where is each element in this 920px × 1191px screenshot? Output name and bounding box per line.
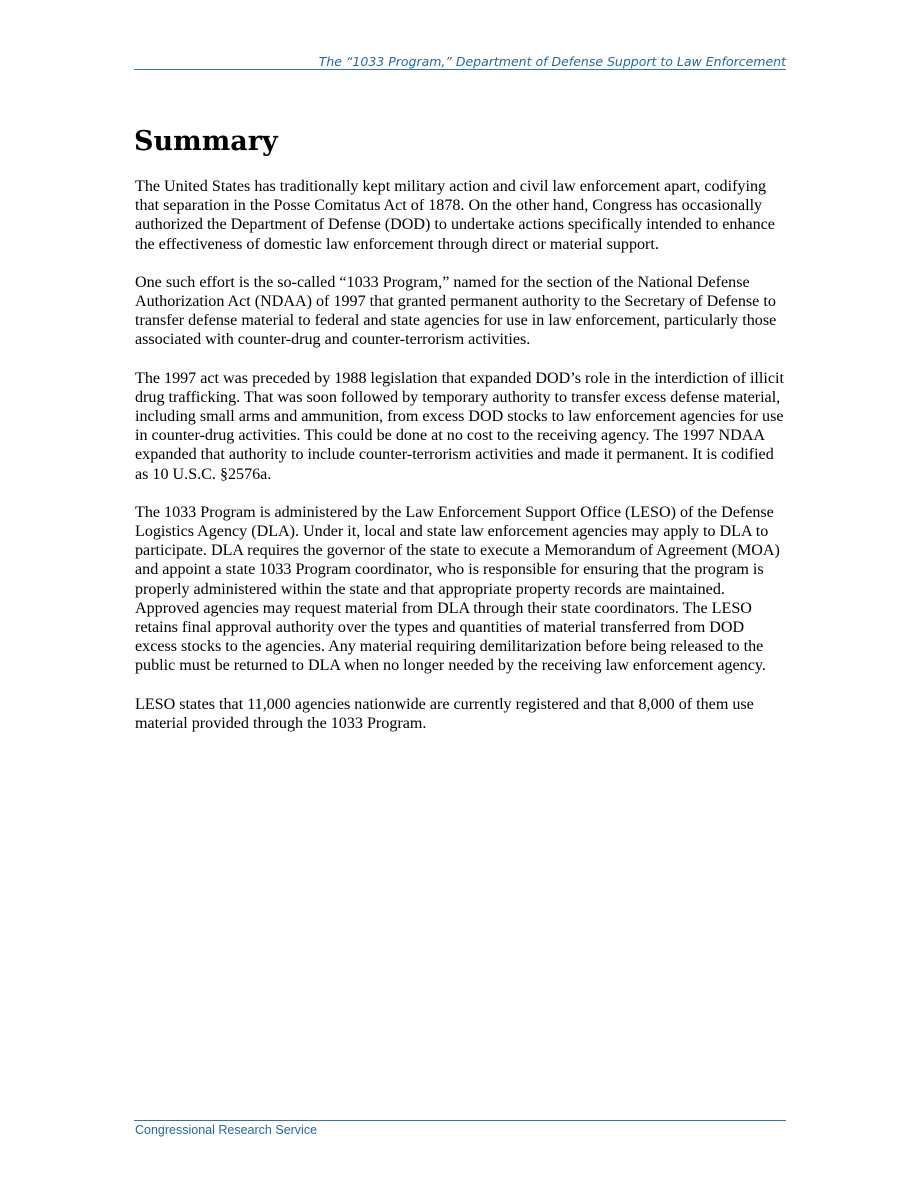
- paragraph: The 1997 act was preceded by 1988 legislation that expanded DOD’s role in the interdiction of illicit drug trafficking. That was soon followed by temporary authority to transfer excess defense material, including small arms and ammunition, from excess DOD stocks to law enforcement agencies for use in counter-drug activities. This could be done at no cost to the receiving agency. The 1997 NDAA expanded that authority to include counter-terrorism activities and made it permanent. It is codified as 10 U.S.C. §2576a.: [135, 369, 784, 483]
- document-body: [135, 177, 788, 752]
- running-header: The “1033 Program,” Department of Defense Support to Law Enforcement: [318, 54, 786, 69]
- page-title: Summary: [134, 126, 278, 157]
- paragraph: The 1033 Program is administered by the Law Enforcement Support Office (LESO) of the Defense Logistics Agency (DLA). Under it, local and state law enforcement agencies may apply to DLA to participate. DLA requires the governor of the state to execute a Memorandum of Agreement (MOA) and appoint a state 1033 Program coordinator, who is responsible for ensuring that the program is properly administered within the state and that appropriate property records are maintained. Approved agencies may request material from DLA through their state coordinators. The LESO retains final approval authority over the types and quantities of material transferred from DOD excess stocks to the agencies. Any material requiring demilitarization before being released to the public must be returned to DLA when no longer needed by the receiving law enforcement agency.: [135, 503, 780, 675]
- footer-divider: [134, 1120, 786, 1121]
- footer-publisher: Congressional Research Service: [135, 1123, 318, 1137]
- paragraph: One such effort is the so-called “1033 Program,” named for the section of the National Defense Authorization Act (NDAA) of 1997 that granted permanent authority to the Secretary of Defense to transfer defense material to federal and state agencies for use in law enforcement, particularly those associated with counter-drug and counter-terrorism activities.: [135, 273, 777, 349]
- paragraph: LESO states that 11,000 agencies nationwide are currently registered and that 8,000 of them use material provided through the 1033 Program.: [135, 695, 754, 732]
- header-divider: [134, 69, 786, 70]
- paragraph: The United States has traditionally kept military action and civil law enforcement apart, codifying that separation in the Posse Comitatus Act of 1878. On the other hand, Congress has occasionally authorized the Department of Defense (DOD) to undertake actions specifically intended to enhance the effectiveness of domestic law enforcement through direct or material support.: [135, 178, 775, 253]
